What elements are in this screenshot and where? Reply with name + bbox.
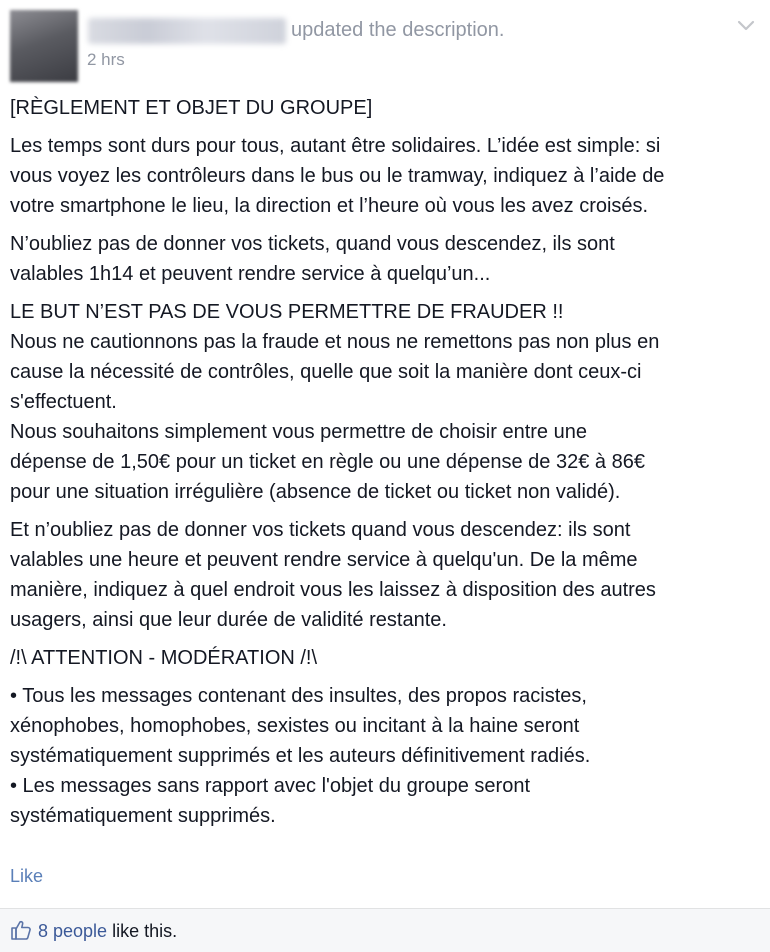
- paragraph-line: systématiquement supprimés.: [10, 805, 276, 827]
- description-paragraph: [10, 297, 762, 507]
- paragraph-line: Et n’oubliez pas de donner vos tickets quand vous descendez: ils sont: [10, 519, 631, 541]
- author-name-redacted[interactable]: [88, 18, 286, 44]
- paragraph-line: xénophobes, homophobes, sexistes ou incitant à la haine seront: [10, 715, 580, 737]
- likers-link[interactable]: 8 people: [38, 921, 108, 941]
- paragraph-line: LE BUT N’EST PAS DE VOUS PERMETTRE DE FRAUDER !!: [10, 301, 564, 323]
- paragraph-line: • Les messages sans rapport avec l'objet du groupe seront: [10, 775, 531, 797]
- description-paragraph: [10, 131, 762, 221]
- avatar[interactable]: [10, 10, 78, 82]
- likes-summary: [0, 908, 770, 952]
- paragraph-line: pour une situation irrégulière (absence de ticket ou ticket non validé).: [10, 481, 621, 503]
- post-body: [10, 93, 762, 839]
- paragraph-line: /!\ ATTENTION - MODÉRATION /!\: [10, 647, 318, 669]
- paragraph-line: vous voyez les contrôleurs dans le bus ou le tramway, indiquez à l’aide de: [10, 165, 665, 187]
- description-paragraph: [10, 515, 762, 635]
- likes-suffix: like this.: [107, 921, 178, 941]
- paragraph-line: N’oubliez pas de donner vos tickets, quand vous descendez, ils sont: [10, 233, 615, 255]
- thumbs-up-icon: [10, 919, 32, 941]
- paragraph-line: valables une heure et peuvent rendre service à quelqu'un. De la même: [10, 549, 638, 571]
- paragraph-line: manière, indiquez à quel endroit vous les laissez à disposition des autres: [10, 579, 656, 601]
- description-title: [RÈGLEMENT ET OBJET DU GROUPE]: [10, 97, 373, 119]
- paragraph-line: votre smartphone le lieu, la direction et l’heure où vous les avez croisés.: [10, 195, 649, 217]
- description-paragraph: [10, 643, 762, 673]
- paragraph-line: s'effectuent.: [10, 391, 117, 413]
- paragraph-line: valables 1h14 et peuvent rendre service à quelqu’un...: [10, 263, 491, 285]
- post-action-text: updated the description.: [291, 19, 505, 41]
- description-paragraph: [10, 681, 762, 831]
- paragraph-line: Les temps sont durs pour tous, autant être solidaires. L’idée est simple: si: [10, 135, 661, 157]
- paragraph-line: Nous souhaitons simplement vous permettre de choisir entre une: [10, 421, 587, 443]
- paragraph-line: cause la nécessité de contrôles, quelle que soit la manière dont ceux-ci: [10, 361, 642, 383]
- paragraph-line: usagers, ainsi que leur durée de validité restante.: [10, 609, 447, 631]
- description-paragraph: [10, 229, 762, 289]
- post-header: [0, 0, 770, 90]
- paragraph-line: • Tous les messages contenant des insultes, des propos racistes,: [10, 685, 587, 707]
- likes-text: [38, 921, 177, 942]
- paragraph-line: Nous ne cautionnons pas la fraude et nous ne remettons pas non plus en: [10, 331, 660, 353]
- chevron-down-icon[interactable]: [735, 14, 757, 36]
- paragraph-line: systématiquement supprimés et les auteurs définitivement radiés.: [10, 745, 591, 767]
- paragraph-line: dépense de 1,50€ pour un ticket en règle ou une dépense de 32€ à 86€: [10, 451, 645, 473]
- post-timestamp[interactable]: 2 hrs: [87, 50, 125, 69]
- like-button[interactable]: Like: [10, 866, 44, 886]
